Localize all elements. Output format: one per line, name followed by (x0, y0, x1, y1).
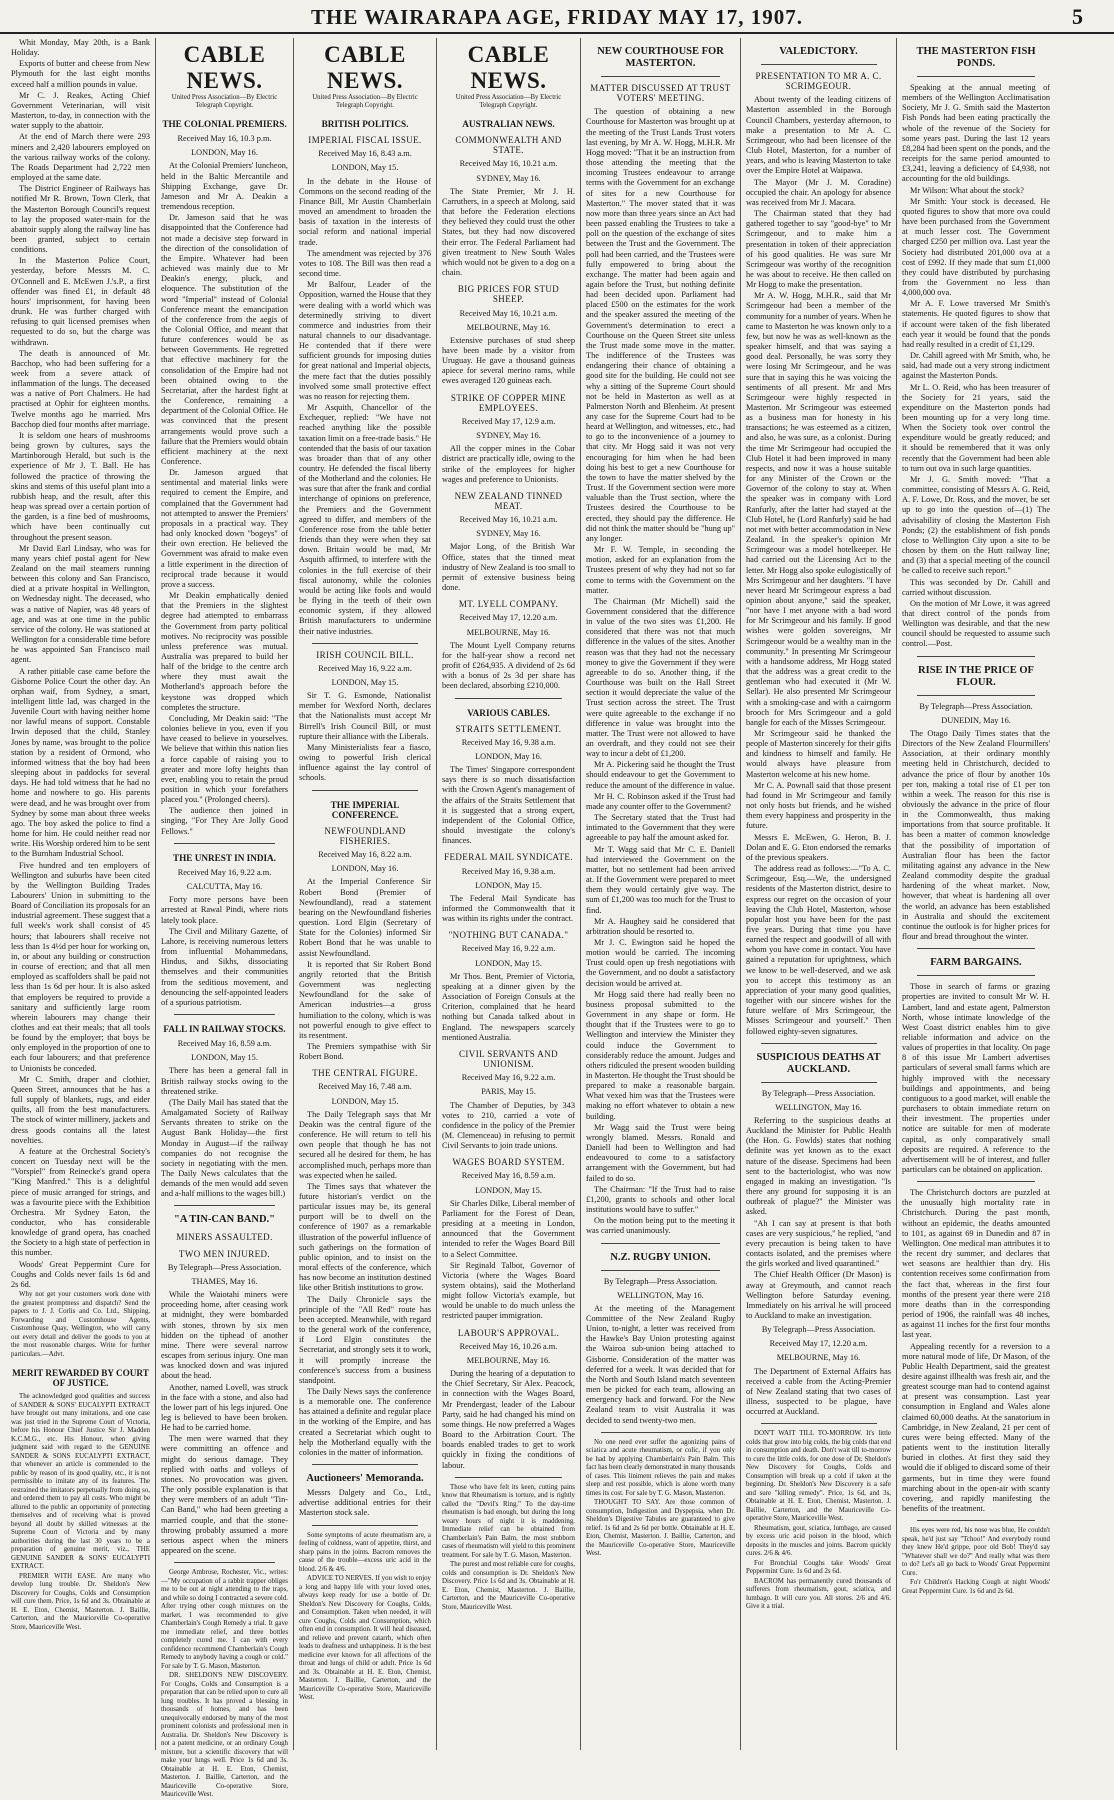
paragraph: Mr Asquith, Chancellor of the Exchequer, replied: "We have not reached anything like the possible taxation limit on a free-trade basis." He contended that the basis of our taxation was broader than that of any other country. He defended the fiscal liberty of the Motherland and the colonies. He was sure that after the frank and cordial interchange of opinions on preference, the Premiers and the Government agreed to differ, and members of the Conference rose from the table better friends than they were when they sat down. Britain would be mad, Mr Asquith affirmed, to interfere with the colonies in the full exercise of their fiscal autonomy, while the colonies would be acting like fools and would be flying in the teeth of their own economic system, if they allowed British manufacturers to undermine their native industries. (299, 403, 431, 636)
newspaper-page (6, 38, 1108, 1799)
dateline: SYDNEY, May 16. (476, 431, 541, 441)
subheading: NEWFOUNDLAND FISHERIES. (324, 825, 406, 846)
paragraph: Dr. Jameson argued that sentimental and material links were required to cement the Empire, and complained that the Government had not attempted to answer the Premiers' proposals in a practical way. They had only knocked down "bogeys" of their own erection. He believed the Government was afraid to make even a little experiment in the direction of reciprocal trade because it would prove a success. (161, 468, 288, 589)
paragraph: Another, named Lovell, was struck in the face with a stone, and also had the lower part of his legs injured. One leg is believed to have been broken. He had to be carried home. (161, 1382, 288, 1433)
received-date: Received May 16, 10.26 a.m. (459, 1341, 558, 1351)
dateline: PARIS, May 15. (481, 1087, 536, 1097)
column-6 (741, 38, 897, 1750)
paragraph: The Chief Health Officer (Dr Mason) is away at Greymouth, and cannot reach Wellington before Saturday evening. Immediately on his arrival he will proceed to Auckland to make an investigation. (746, 1270, 891, 1320)
paragraph: The death is announced of Mr. Bacchop, who had been suffering for a week from a severe attack of inflammation of the lungs. The deceased was a native of Port Chalmers. He had practised at Ophir for eighteen months. Twelve months ago he married. Mrs Bacchop died four months after marriage. (11, 348, 150, 429)
paragraph: Mr A. F. Lowe traversed Mr Smith's statements. He quoted figures to show that if account were taken of the fish liberated each year it would be found that the ponds had really resulted in a credit of £1,129. (902, 299, 1050, 349)
paragraph: The Christchurch doctors are puzzled at the unusually high mortality rate in Christchurch. During the past month, without an epidemic, the deaths amounted to 101, as against 69 in Dunedin and 87 in Wellington. One medical man attributes it to the recent dry summer, and declares that wet seasons are healthier than dry. His contention receives some confirmation from the fact that, whereas in the first four months of the present year there were 218 more deaths than in the corresponding period of 1906, the rainfall was 48 inches, as against 11 inches for the first four months last year. (902, 1188, 1050, 1340)
paragraph: The Chairman: "If the Trust had to raise £1,200, grants to schools and other local institutions would have to suffer." (586, 1184, 735, 1215)
advertisement: Why not get your customers work done with the greatest promptness and dispatch? Send the papers to J. J. Corlis and Co. Ltd., Shipping, Forwarding and Customhouse Agents, Customhouse Quay, Wellington, who will carry out every detail and deliver the goods to you at the most reasonable charges. Write for further particulars.—Advt. (11, 1291, 150, 1358)
section-heading: SUSPICIOUS DEATHS AT AUCKLAND. (756, 1051, 881, 1075)
subheading: MATTER DISCUSSED AT TRUST VOTERS' MEETING. (590, 83, 731, 104)
dateline: LONDON, May 15. (191, 1053, 258, 1063)
section-heading: THE COLONIAL PREMIERS. (162, 119, 287, 129)
subheading: STRIKE OF COPPER MINE EMPLOYEES. (450, 392, 567, 413)
advertisement: His eyes were red, his nose was blue, He couldn't speak, he'd just say "Tchoo!" And everybody round they knew He'd grippe, poor old Bob! They'd say "Whatever shall we do?" And really what was there to do? Let's all go back to Woods' Great Peppermint Cure. (902, 1527, 1050, 1577)
paragraph: Sir T. G. Esmonde, Nationalist member for Wexford North, declares that the Nationalists must accept Mr Birrell's Irish Council Bill, or must rupture their alliance with the Liberals. (299, 691, 431, 741)
paragraph: Speaking at the annual meeting of members of the Wellington Acclimatisation Society, Mr J. G. Smith said the Masterton Fish Ponds had been eating practically the whole of the revenue of the Society for some years past. During the last 12 years £8,284 had been spent on the ponds, and the receipts for the same period amounted to £3,241, leaving a deficiency of £4,938, not accounting for the old buildings. (902, 83, 1050, 184)
paragraph: During the hearing of a deputation to the Chief Secretary, Sir Alex. Peacock, in connection with the Wages Board, Mr Prendergast, leader of the Labour Party, said he had changed his mind on some things. He now preferred a Wages Board to the Arbitration Court. The boards enabled trades to get to work quickly in fixing the conditions of labour. (442, 1369, 575, 1470)
paragraph: The Chamber of Deputies, by 343 votes to 210, carried a vote of confidence in the policy of the Premier (M. Clemenceau) in refusing to permit Civil Servants to join trade unions. (442, 1100, 575, 1151)
section-heading: THE IMPERIAL CONFERENCE. (330, 799, 400, 820)
paragraph: The Daily Chronicle says the principle of the "All Red" route has been accepted. Meanwhile, with regard to the general work of the conference, if Lord Elgin constitutes the Secretariat, and strongly sets it to work, it will promptly increase the conference's success from a business standpoint. (299, 1294, 431, 1385)
paragraph: On the motion of Mr Lowe, it was agreed that direct control of the ponds from Wellington was desirable, and that the new council should be requested to assume such control.—Post. (902, 598, 1050, 649)
paragraph: Mr Thos. Bent, Premier of Victoria, speaking at a dinner given by the Association of Foreign Consuls at the Criterion, complained that he heard nothing but Canada talked about in England. The newspapers scarcely mentioned Australia. (442, 971, 575, 1042)
subheading: IRISH COUNCIL BILL. (316, 649, 414, 660)
paragraph: Whit Monday, May 20th, is a Bank Holiday. (11, 38, 150, 58)
advertisement: BACROM has permanently cured thousands of sufferers from rheumatism, gout, sciatica, and lumbago. It will cure you. All stores. 2/6 and 4/6. Give it a trial. (746, 1577, 891, 1611)
subheading: PRESENTATION TO MR A. C. SCRIMGEOUR. (755, 71, 882, 92)
received-date: Received May 17, 12.20 a.m. (769, 1339, 868, 1349)
paragraph: The District Engineer of Railways has notified Mr R. Brown, Town Clerk, that the Masterton Borough Council's request to lay the proposed water-main for the abattoir supply along the railway line has been granted, subject to certain conditions. (11, 184, 150, 255)
section-heading (586, 46, 735, 70)
paragraph: The address read as follows:—"To A. C. Scrimgeour, Esq.—We, the undersigned residents of the Masterton district, desire to express our regret on the occasion of your leaving the Club Hotel, Masterton, whose popular host you have been for the past five years. During that time you have earned the respect and goodwill of all with whom you have come in contact. You have gained a reputation for uprightness, which we know to be well-deserved, and we ask you to accept this testimony as an appreciation of your many good qualities, together with our sincere wishes for the future welfare of Mrs Scrimgeour, the Misses Scrimgeour and yourself." Then followed eighty-seven signatures. (746, 864, 891, 1036)
paragraph: About twenty of the leading citizens of Masterton assembled in the Borough Council Chambers, yesterday afternoon, to make a presentation to Mr A. C. Scrimgeour, who had been licensee of the Club Hotel, Masterton, for a number of years, and who is leaving Masterton to take over the Empire Hotel at Waipawa. (746, 95, 891, 176)
paragraph: Mr L. O. Reid, who has been treasurer of the Society for 21 years, said the expenditure on the Masterton ponds had been mounting up for a very long time. When the Society took over control the expenditure would be greatly reduced; and it should be remembered that it was only recently that the Government had been able to turn out ova in such large quantities. (902, 382, 1050, 473)
dateline: CALCUTTA, May 16. (186, 882, 263, 892)
divider (917, 695, 1035, 696)
section-heading: THE UNREST IN INDIA. (173, 852, 276, 863)
section-heading: Auctioneers' Memoranda. (306, 1473, 424, 1485)
paragraph: Mr David Earl Lindsay, who was for many years chief postal agent for New Zealand on the mail steamers running between this colony and San Francisco, died at a private hospital in Wellington, on Wednesday night. The deceased, who was a native of Napier, was 48 years of age, and was at one time in the public service of the colony. He was stationed at Wellington for a considerable time before he was appointed San Francisco mail agent. (11, 543, 150, 665)
telegraph-note: By Telegraph—Press Association. (761, 1325, 876, 1335)
masthead-title: THE WAIRARAPA AGE, FRIDAY MAY 17, 1907. (311, 5, 803, 29)
column-3 (294, 38, 437, 1750)
paragraph: Mr C. A. Pownall said that those present had found in Mr Scrimgeour and family not only hosts but friends, and he wished them every happiness and prosperity in the future. (746, 780, 891, 831)
paragraph: It is reported that Sir Robert Bond angrily retorted that the British Government was neglecting Newfoundland for the sake of American industries—a gross humiliation to the colony, which is was not powerful enough to give effect to its resentment. (299, 959, 431, 1040)
paragraph: Those in search of farms or grazing properties are invited to consult Mr W. H. Lambert, land and estate agent, Palmerston North, whose intimate knowledge of the West Coast district enables him to give reliable information and advice on the values of properties in that locality. On page 8 of this issue Mr Lambert advertises particulars of several small farms which are highly improved with the necessary buildings and appointments, and being contiguous to a good market, will enable the purchasers to obtain immediate return on their investment. The properties under notice are suitable for men of moderate capital, as only comparatively small deposits are required. A reference to the advertisement will be of interest, and fuller particulars can be obtained on application. (902, 982, 1050, 1174)
paragraph: At the end of March there were 293 miners and 2,420 labourers employed on the various railway works of the colony. The Roads Department had 2,722 men employed at the same date. (11, 132, 150, 183)
paragraph: Concluding, Mr Deakin said: "The colonies believe in you, even if you have ceased to believe in yourselves. We believe that within this nation lies a force capable of raising you to greater and more lofty heights than ever, enabling you to retain the proud position in which your forefathers placed you." (Prolonged cheers). (161, 713, 288, 805)
paragraph: The Federal Mail Syndicate has informed the Commonwealth that it was within its rights under the contract. (442, 893, 575, 924)
dateline: LONDON, May 16. (475, 751, 542, 761)
paragraph: (The Daily Mail has stated that the Amalgamated Society of Railway Servants threaten to strike on the August Bank Holiday—the first Monday in August—if the railway companies do not recognise the society in negotiating with the men. The Daily News calculates that the demands of the men would add seven and a-half millions to the wages bill.) (161, 1097, 288, 1199)
received-date: Received May 17, 12.9 a.m. (461, 416, 556, 426)
paragraph: Mr Balfour, Leader of the Opposition, warned the House that they were dealing with a world which was determinedly striving to divert commerce and industries from their natural channels to our disadvantage. He contended that if there were sufficient grounds for imposing duties for great national and Imperial objects, the mere fact that the duties possibly involved some small protective effect was no reason for rejecting them. (299, 280, 431, 401)
press-association-note: United Press Association—By Electric Telegraph Copyright. (312, 94, 418, 109)
paragraph: The State Premier, Mr J. H. Carruthers, in a speech at Molong, said that before the Federation elections they believed they could trust the other States, but they had now discovered their error. The Federal Parliament had given treatment to New South Wales which would not be given to a dog on a chain. (442, 186, 575, 278)
divider (917, 656, 1035, 657)
paragraph: The Department of External Affairs has received a cable from the Acting-Premier of New Zealand stating that two cases of illness, suspected to be plague, have occurred at Auckland. (746, 1366, 891, 1417)
column-1 (6, 38, 156, 1750)
divider (917, 1181, 1035, 1182)
paragraph: While the Waiotahi miners were proceeding home, after ceasing work at midnight, they were bombarded with stones, thrown by six men hidden on the tiphead of another mine. There were several narrow escapes from serious injury. One man was knocked down and was injured about the head. (161, 1290, 288, 1381)
divider (761, 1082, 877, 1083)
paragraph: Mr Wagg said the Trust were being wrongly blamed. Messrs. Ronald and Daniell had been to Wellington and had endeavoured to come to a satisfactory arrangement with the Government, but had failed to do so. (586, 1122, 735, 1183)
advertisement: ADVICE TO NERVES. If you wish to enjoy a long and happy life with your loved ones, always keep ready for use a bottle of Dr. Sheldon's New Discovery for Coughs, Colds, and Consumption. Taken when needed, it will cure Coughs, Colds and Consumption, which often end in consumption. It will heal diseased, and relieve and prevent catarrh, which often leads to deafness and unhappiness. It is the best medicine ever known for all affections of the throat and lungs of child or adult. Price 1s 6d and 3s. Obtainable at H. E. Eton, Chemist, Masterton. J. Baillie, Carterton, and the Mauriceville Co-operative Store, Mauriceville West. (299, 1575, 431, 1702)
paragraph: The Daily Telegraph says that Mr Deakin was the central figure of the conference. He will return to tell his own people that though he has not secured all he desired for them, he has accomplished much, perhaps more than was expected when he sailed. (299, 1109, 431, 1180)
paragraph: The Secretary stated that the Trust had intimated to the Government that they were agreeable to pay half the amount asked for. (586, 813, 735, 843)
subheading: COMMONWEALTH AND STATE. (455, 135, 562, 156)
paragraph: The Civil and Military Gazette, of Lahore, is receiving numerous letters from influential Mohammedans, Hindus, and Sikhs, dissociating themselves and their communities from the seditious movement, and denouncing the self-appointed leaders of a spurious patriotism. (161, 926, 288, 1007)
advertisement: No one need ever suffer the agonizing pains of sciatica and acute rheumatism, or colic, if you only be had by applying Chamberlain's Pain Balm. This fact has been clearly demonstrated in many thousands of cases. This liniment relieves the pain and makes sleep and rest possible, which is alone worth many times its cost. For sale by T. G. Mason, Masterton. (586, 1438, 735, 1497)
paragraph: It is seldom one hears of mushrooms being grown by cultures, says the Martinborough Herald, but such is the experience of Mr J. T. Ball. He has followed the practice of throwing the skins and stems of this useful plant into a rubbish heap, and the result, after this heap was spread over a certain portion of the garden, is a fine bed of mushrooms, which have been continually cut throughout the present season. (11, 430, 150, 542)
subheading: NEW ZEALAND TINNED MEAT. (454, 490, 563, 511)
paragraph: Extensive purchases of stud sheep have been made by a visitor from Uruguay. He gave a thousand guineas apiece for several merino rams, while ewes averaged 120 guineas each. (442, 335, 575, 386)
divider (601, 76, 720, 77)
telegraph-note: By Telegraph—Press Association. (919, 701, 1033, 711)
paragraph: In the Masterton Police Court, yesterday, before Messrs M. C. O'Connell and E. McEwen J.'s.P., a first offender was fined £1, in default 48 hours' imprisonment, for having been drunk. He was further charged with refusing to quit licensed premises when requested to do so, but the charge was withdrawn. (11, 256, 150, 347)
received-date: Received May 16, 9.22 a.m. (461, 1073, 556, 1083)
dateline: MELBOURNE, May 16. (466, 322, 551, 332)
dateline: LONDON, May 15. (331, 677, 399, 687)
subheading: TWO MEN INJURED. (178, 1248, 271, 1259)
subheading: "NOTHING BUT CANADA." (448, 930, 569, 941)
received-date: Received May 16, 10.21 a.m. (459, 159, 558, 169)
subheading: FEDERAL MAIL SYNDICATE. (444, 852, 573, 863)
subheading: WAGES BOARD SYSTEM. (452, 1157, 565, 1168)
paragraph: Five hundred and ten employers of Wellington and suburbs have been cited by the Wellington Building Trades Labourers' Union in submitting to the Board of Conciliation its proposals for an industrial agreement. These suggest that a full week's work shall consist of 45 hours; that labourers shall receive not less than 1s 4½d per hour for working on, in, or about any building or construction in course of erection; and that all men employed as scaffolders shall be paid not less than 1s 6d per hour. It is also asked that employers be required to provide a sanitary and sufficiently large room wherein labourers may change their clothes and eat their meals; that all tools be found by the employer; that boys be only employed in the proportion of one to each four labourers; and that preference to Unionists be conceded. (11, 860, 151, 1073)
dateline: MELBOURNE, May 16. (466, 1355, 551, 1365)
paragraph: Mr Scrimgeour said he thanked the people of Masterton sincerely for their gifts and kindness to himself and family. He would always have pleasure from Masterton welcome at his new home. (746, 729, 891, 779)
paragraph: All the copper mines in the Cobar district are practically idle, owing to the strike of the employees for higher wages and preference to Unionists. (442, 444, 575, 484)
dateline: MELBOURNE, May 16. (776, 1353, 861, 1363)
divider (761, 1043, 877, 1044)
received-date: Received May 16, 7.48 a.m. (318, 1082, 412, 1092)
dateline: LONDON, May 16. (331, 864, 399, 874)
telegraph-note: By Telegraph—Press Association. (761, 1088, 876, 1098)
paragraph: Many Ministerialists fear a fiasco, owing to powerful Irish clerical influence against the lay control of schools. (299, 742, 431, 783)
paragraph: Mr F. W. Temple, in seconding the motion, asked for an explanation from the Trustees present of why they had not so far come to terms with the Government on the matter. (586, 545, 735, 595)
advertisement: Rheumatism, gout, sciatica, lumbago, are caused by excess uric acid poison in the blood, which deposits in the muscles and joints. Bacrom quickly cures. 2/6 & 4/6. (746, 1524, 891, 1558)
received-date: Received May 17, 12.20 a.m. (459, 613, 558, 623)
dateline: LONDON, May 15. (475, 958, 542, 968)
section-heading: RISE IN THE PRICE OF FLOUR. (918, 664, 1034, 688)
divider (761, 1423, 877, 1424)
paragraph: Mr C. Smith, draper and clothier, Queen Street, announces that he has a full supply of blankets, rugs, and eider quilts, all from the best manufacturers. The stock of winter millinery, jackets and dress goods contains all the latest novelties. (11, 1074, 150, 1145)
received-date: Received May 16, 10.3 p.m. (177, 134, 272, 144)
dateline: WELLINGTON, May 16. (775, 1102, 862, 1112)
divider (917, 76, 1035, 77)
paragraph: A rather pitiable case came before the Gisborne Police Court the other day. An orphan waif, from Sydney, a smart, intelligent little lad, was charged in the Juvenile Court with having neither home nor lawful means of support. Constable Irwin deposed that the child, Stanley Jones by name, was brought to the police station by a resident of Ormond, who informed witness that the boy had been sleeping about in paddocks for several days. He had told witness that he had no home and nowhere to go. His parents were dead, and he was brought over from Sydney by some man about three weeks ago. The boy asked the police to find a home for him. He could neither read nor write. His Worship ordered him to be sent to the Burnham Industrial School. (11, 666, 150, 859)
received-date: Received May 16, 8.43 a.m. (318, 149, 412, 159)
paragraph: There has been a general fall in British railway stocks owing to the threatened strike. (161, 1066, 288, 1096)
paragraph: Mr C. J. Reakes, Acting Chief Government Veterinarian, will visit Masterton, to-day, in connection with the water supply to the abattoir. (11, 90, 150, 131)
divider (917, 1520, 1035, 1521)
paragraph: On the motion being put to the meeting it was carried unanimously. (586, 1216, 735, 1236)
paragraph: Referring to the suspicious deaths at Auckland the Minister for Public Health (the Hon. G. Fowlds) states that nothing definite was yet known as to the exact nature of the disease. Specimens had been sent to the bacteriologist, who was now engaged in making an investigation. "Is there any ground for supposing it is an outbreak of plague?" the Minister was asked. (746, 1116, 891, 1217)
paragraph: Mr Hogg said there had really been no business proposal submitted to the Government in any shape or form. He thought that if the Trustees were to go to Wellington and interview the Minister they could induce the Government to considerably reduce the amount. Judges and others ridiculed the present wooden building in Masterton. He thought the Trust should be prepared to make a reasonable bargain. What vexed him was that the Trustees were making no effort whatever to obtain a new building. (586, 989, 735, 1121)
paragraph: Dr. Jameson said that he was disappointed that the Conference had not made a decisive step forward in the direction of the consolidation of the Empire. Whatever had been achieved was mainly due to Mr Deakin's energy, pluck, and eloquence. The substitution of the word "Imperial" instead of Colonial Conference meant the emancipation of the conference from the aegis of the Colonial Office, and meant that future conferences would be as between Governments. He regretted that effective machinery for the consolidation of the Empire had not been obtained owing to the Secretariat, after the hardest fight at the Conference, remaining a department of the Colonial Office. He was convinced that the present arrangements would prove such a failure that the Premiers would obtain efficient machinery at the next Conference. (161, 213, 288, 466)
paragraph: The Times says that whatever the future historian's verdict on the particular issues may be, its general purport will be to dwell on the conference of 1907 as a remarkable illustration of the powerful influence of such gatherings on the formation of public opinion, and to insist on the moral effects of the conference, which has now become an institution destined like other British institutions to grow. (299, 1181, 431, 1293)
divider (174, 1014, 276, 1015)
paragraph: Forty more persons have been arrested at Rawal Pindi, where riots lately took place. (161, 895, 288, 925)
advertisement: THOUGHT TO SAY. Are those common of consumption, Indigestion and Dyspepsia, when Dr. Sheldon's Digestive Tabules are guaranteed to give relief. 1s 6d and 2s 6d per bottle. Obtainable at H. E. Eton, Chemist, Masterton. J. Baillie, Carterton, and the Mauriceville Co-operative Store, Mauriceville West. (586, 1499, 735, 1558)
dateline: WELLINGTON, May 16. (617, 1290, 704, 1300)
received-date: Received May 16, 10.21 a.m. (459, 308, 558, 318)
paragraph: Mr A. W. Hogg, M.H.R., said that Mr Scrimgeour had been a member of the community for a number of years. When he came to Masterton he was known only to a few, but now he was as well-known as the speaker himself, and that was saying a good deal. Personally, he was sorry they were losing Mr Scrimgeour, and he was sure that in saying this he was voicing the sentiments of all present. Mr and Mrs Scrimgeour were highly respected in Masterton. Mr Scrimgeour was esteemed as a business man for honesty in his transactions; he was esteemed as a citizen, and also, he was sure, as a colonist. During the time Mr Scrimgeour had occupied the Club Hotel it had been improved in many respects, and now it was a house suitable for any Minister of the Crown or the Governor of the colony to stay at. When the speaker was in company with Lord Ranfurly, after the latter had stayed at the Club Hotel, he (Lord Ranfurly) said he had not met with better accommodation in New Zealand. In the speaker's opinion Mr Scrimgeour was a model hotelkeeper. He had carried out the Licensing Act to the letter. Mr Hogg also spoke eulogistically of Mrs Scrimgeour and her daughters. "I have never heard Mr Scrimgeour express a bad opinion about anyone," said the speaker, "nor have I met anyone with a bad word for Mr Scrimgeour and his family. If good wishes were golden sovereigns, Mr Scrimgeour would be a wealthy man in the community." In presenting Mr Scrimgeour with a handsome address, Mr Hogg stated that the address was a great credit to the gentleman who had executed it (Mr W. Sellar). He also presented Mr Scrimgeour with a smoking-case and with a cairngorm brooch for Mrs Scrimgeour and a gold bangle for each of the Misses Scrimgeour. (746, 291, 891, 727)
paragraph: The amendment was rejected by 376 votes to 108. The Bill was then read a second time. (299, 248, 431, 279)
heading-line: MASTERTON. (625, 58, 696, 69)
masthead (0, 0, 1114, 34)
received-date: Received May 16, 9.22 a.m. (318, 663, 412, 673)
divider (174, 1562, 276, 1563)
section-heading: FALL IN RAILWAY STOCKS. (163, 1023, 286, 1034)
advertisement: Some symptoms of acute rheumatism are, a feeling of coldness, want of appetite, thirst, and sharp pains in the joints. Bacrom removes the cause of the trouble—excess uric acid in the blood. 2/6 & 4/6. (299, 1531, 431, 1573)
received-date: Received May 16, 10.21 a.m. (459, 515, 558, 525)
divider (455, 1477, 561, 1478)
divider (601, 1270, 720, 1271)
paragraph: A feature at the Orchestral Society's concert on Tuesday next will be the "Vorspiel" from Reinecke's grand opera "King Manfred." This is a delightful piece of music arranged for strings, and was a favourite piece with the Exhibition Orchestra. Mr Sydney Eaton, the conductor, who has considerable knowledge of grand opera, has coached the Society to a high state of perfection in this number. (11, 1146, 150, 1258)
paragraph: "Ah I can say at present is that both cases are very suspicious," he replied, "and every precaution is being taken to have contacts isolated, and the premises where the girls worked and lived quarantined." (746, 1218, 891, 1269)
dateline: SYDNEY, May 16. (476, 529, 541, 539)
heading-line: NEW COURTHOUSE FOR (597, 46, 724, 57)
advertisement: Fo'r Children's Hacking Cough at night Woods' Great Peppermint Cure. 1s 6d and 2s 6d. (902, 1579, 1050, 1595)
subheading: LABOUR'S APPROVAL. (457, 1327, 560, 1338)
dateline: LONDON, May 15. (331, 163, 399, 173)
column-5 (581, 38, 741, 1750)
column-7 (897, 38, 1055, 1750)
paragraph: Messrs Dalgety and Co., Ltd., advertise additional entries for their Masterton stock sale. (299, 1488, 431, 1518)
subheading: CIVIL SERVANTS AND UNIONISM. (459, 1048, 558, 1070)
paragraph: This was seconded by Dr. Cahill and carried without discussion. (902, 577, 1050, 597)
section-heading: BRITISH POLITICS. (321, 119, 409, 129)
paragraph: At the Imperial Conference Sir Robert Bond (Premier of Newfoundland), read a statement bearing on the Newfoundland fisheries question. Lord Elgin (Secretary of State for the Colonies) informed Sir Robert Bond that he was unable to assist Newfoundland. (299, 877, 431, 958)
divider (917, 975, 1035, 976)
section-heading: VARIOUS CABLES. (467, 707, 550, 718)
paragraph: Woods' Great Peppermint Cure for Coughs and Colds never fails 1s 6d and 2s 6d. (11, 1259, 150, 1289)
paragraph: Mr Wilson: What about the stock? (910, 185, 1024, 195)
paragraph: Major Long, of the British War Office, states that the tinned meat industry of New Zealand is too small to permit of extensive business being done. (442, 542, 575, 593)
subheading: STRAITS SETTLEMENT. (455, 723, 562, 734)
advertisement: For Bronchial Coughs take Woods' Great Peppermint Cure. 1s 6d and 2s 6d. (746, 1559, 891, 1576)
column-4 (437, 38, 581, 1750)
paragraph: The question of obtaining a new Courthouse for Masterton was brought up at the meeting of the Trust Lands Trust voters last evening, by Mr A. W. Hogg, M.H.R. Mr Hogg moved: "That it be an instruction from those attending the meeting that the incoming Trustees endeavour to arrange terms with the Government for an exchange of sites for a new Courthouse for Masterton." The mover stated that it was now more than three years since an Act had been passed enabling the Trustees to take a poll on the question of the exchange of sites between the Trust and the Government. The poll had been carried, and the Trustees were fully empowered to bring about the exchange. The matter had been again and again before the Trust, but nothing definite had been decided upon. Parliament had placed £500 on the estimates for the work and the speaker assured the meeting of the Government's determination to erect a Courthouse on the Queen Street site unless the Trust made some move in the matter. The indifference of the Trustees was endangering their chance of obtaining a good site for the building. He could not see why a sitting of the Supreme Court should not be held in Masterton as well as at Palmerston North and Blenheim. At present any case for the Supreme Court had to be heard at Wellington, and witnesses, etc., had to go to the inconvenience of a journey to that city. Mr Hogg said it was not very encouraging for him when he had been doing his best to get a new Courthouse for the town to have the matter shelved by the Trust. If the Government section were more valuable than the Trust section, where the Trustees desired the Courthouse to be erected, they should pay the difference. He did not think the matter should be "hung up" any longer. (586, 107, 735, 543)
paragraph: The men were warned that they were committing an offence and might do serious damage. They replied with oaths and volleys of stones. No provocation was given. The only possible explanation is that they were members of an adult "Tin-Can Band," who had been greeting a married couple, and that the stone-throwing probably assumed a more serious aspect when the miners appeared on the scene. (161, 1434, 288, 1555)
subheading: MINERS ASSAULTED. (176, 1232, 273, 1243)
paragraph: The Chairman stated that they had gathered together to say "good-bye" to Mr Scrimgeour, and to make him a presentation in token of their appreciation of his good qualities. He was sure Mr Scrimgeour was worthy of the recognition he was about to receive. He then called on Mr Hogg to make the presentation. (746, 209, 891, 290)
press-association-note: United Press Association—By Electric Telegraph Copyright. (455, 94, 562, 109)
divider (761, 64, 877, 65)
divider (312, 790, 418, 791)
divider (601, 1243, 720, 1244)
subheading: BIG PRICES FOR STUD SHEEP. (457, 284, 560, 305)
paragraph: At the meeting of the Management Committee of the New Zealand Rugby Union, to-night, a letter was received from the Hawke's Bay Union protesting against the Wairoa sub-union being attached to Gisborne. Consideration of the matter was deferred for a week. It was decided that for the North and South Island match seventeen men be picked for each team, allowing an emergency back and forward. For the New Zealand team to visit Australia it was decided to send twenty-two men. (586, 1303, 735, 1425)
paragraph: Sir Reginald Talbot, Governor of Victoria (where the Wages Board system obtains), said the Motherland might follow Victoria's example, but would be unable to do much unless the restricted pauper immigration. (442, 1260, 575, 1321)
divider (455, 698, 561, 699)
dateline: MELBOURNE, May 16. (466, 627, 551, 637)
telegraph-note: By Telegraph—Press Association. (167, 1262, 282, 1272)
dateline: LONDON, May 15. (475, 1185, 542, 1195)
paragraph: The Mayor (Mr J. M. Coradine) occupied the chair. An apology for absence was received from Mr J. Macara. (746, 177, 891, 207)
subheading: MT. LYELL COMPANY. (458, 599, 559, 610)
section-heading: VALEDICTORY. (779, 46, 858, 57)
subheading: THE CENTRAL FIGURE. (312, 1068, 418, 1079)
page-number: 5 (1072, 4, 1084, 29)
advertisement: DR. SHELDON'S NEW DISCOVERY. For Coughs, Colds and Consumption is a preparation that can be relied upon to cure all lung troubles. It has proved a blessing in thousands of homes, and has been unequivocally endorsed by many of the most prominent colonists and professional men in Australia. Dr. Sheldon's New Discovery is not a patent medicine, or an ordinary Cough mixture, but a scientific discovery that will make your lungs well. Price 1s 6d and 3s. Obtainable at H. E. Eton, Chemist, Masterton. J. Baillie, Carterton, and the Mauriceville Co-operative Store, Mauriceville West. (161, 1672, 288, 1799)
section-heading: THE MASTERTON FISH PONDS. (916, 46, 1036, 69)
press-association-note: United Press Association—By Electric Telegraph Copyright. (171, 94, 278, 109)
paragraph: In the debate in the House of Commons on the second reading of the Finance Bill, Mr Austin Chamberlain moved an amendment to broaden the basis of taxation in the interests of social reform and national imperial trade. (299, 176, 431, 247)
paragraph: Mr Deakin emphatically denied that the Premiers in the slightest degree had attempted to embarrass the Government from party political motives. No reciprocity was possible unless preference was mutual. Australia was prepared to build her half of the bridge to the centre arch where they must await the Motherland's approach before the keystone was dropped which completes the structure. (161, 591, 288, 712)
divider (312, 1525, 418, 1526)
dateline: LONDON, May 15. (475, 880, 542, 890)
received-date: Received May 16, 9.22 a.m. (461, 944, 556, 954)
dateline: DUNEDIN, May 16. (941, 715, 1011, 725)
paragraph: The Chairman (Mr Michell) said the Government considered that the difference in value of the two sites was £1,200. He considered that there was not that much difference in the values of the sites. Another reason was that they had not the necessary money to give the Government if they were agreeable to do so. Another thing, if the Courthouse was built on the Hall Street section it would depreciate the value of the Trust section across the street. The Trust were quite agreeable to the exchange if no difference in value was brought into the matter. The Trust were not allowed to have an overdraft, and they could not see their way to incur a debt of £1,200. (586, 596, 735, 759)
divider (312, 1464, 418, 1465)
dateline: LONDON, May 15. (331, 1096, 399, 1106)
paragraph: The Otago Daily Times states that the Directors of the New Zealand Flourmillers' Association, at their ordinary monthly meeting held in Christchurch, decided to advance the price of flour by another 10s per ton, making a total rise of £1 per ton within a week. The reason for this rise is obviously the advance in the price of flour in the Commonwealth, thus making importations from that source profitable. It has been a matter of common knowledge that the possibility of importation of Australian flour has been the factor militating against any advance in the New Zealand commodity despite the gradual hardening of the wheat market. Now, however, that wheat is hardening all over the world, an advance has been established in Australia and should the excitement continue the outlook is for higher prices for flour and bread throughout the winter. (902, 728, 1050, 942)
section-heading: N.Z. RUGBY UNION. (610, 1251, 711, 1263)
dateline: LONDON, May 16. (191, 148, 258, 158)
telegraph-note: By Telegraph—Press Association. (603, 1276, 718, 1286)
cable-news-masthead: CABLE NEWS. (183, 42, 266, 93)
advertisement: George Ambrose, Rochester, Vic., writes:—"My occupation of a rabbit trapper obliges me to be out at night attending to the traps, and while so doing I contracted a severe cold. After trying other cough mixtures on the market, I was recommended to give Chamberlain's Cough Remedy a trial. It gave me immediate relief, and three bottles completely cured me. I can with every confidence recommend Chamberlain's Cough Remedy to anybody having a cough or cold." For sale by T. G. Mason, Masterton. (161, 1569, 288, 1670)
received-date: Received May 16, 8.22 a.m. (318, 850, 412, 860)
paragraph: The Daily News says the conference is a memorable one. The conference has attained a definite and regular place in the working of the Empire, and has created a Secretariat which ought to help the Motherland equally with the colonies in the matter of information. (299, 1386, 431, 1457)
dateline: THAMES, May 16. (191, 1276, 258, 1286)
section-heading: AUSTRALIAN NEWS. (462, 119, 555, 129)
divider (174, 843, 276, 844)
paragraph: Sir Charles Dilke, Liberal member of Parliament for the Forest of Dean, presiding at a meeting in London, announced that the Government intended to refer the Wages Board Bill to a Select Committee. (442, 1198, 575, 1259)
paragraph: Mr H. C. Robinson asked if the Trust had made any counter offer to the Government? (586, 791, 735, 811)
received-date: Received May 16, 9.22 a.m. (177, 867, 272, 877)
advertisement: DON'T WAIT TILL TO-MORROW. It's little colds that grow into big colds, the big colds that end in consumption and death. Don't wait till to-morrow to cure the little colds, for one dose of Dr. Sheldon's New Discovery for Coughs, Colds and Consumption will break up a cold if taken at the beginning. Dr. Sheldon's New Discovery is a safe and sure "killing remedy". Price, 1s 6d, and 3s, Obtainable at H. E. Eton, Chemist, Masterton. J. Baillie, Carterton, and the Mauriceville Co-operative Store, Mauriceville West. (746, 1430, 891, 1523)
section-heading: "A TIN-CAN BAND." (173, 1214, 276, 1226)
cable-news-masthead: CABLE NEWS. (324, 42, 406, 93)
paragraph: The Times' Singapore correspondent says there is so much dissatisfaction with the Crown Agent's management of the affairs of the Straits Settlement that it is suggested that a strong expert, independent of the Colonial Office, should investigate the colony's finances. (442, 765, 575, 846)
paragraph: The Premiers sympathise with Sir Robert Bond. (299, 1041, 431, 1062)
cable-news-masthead: CABLE NEWS. (467, 42, 550, 93)
paragraph: Mr T. Wagg said that Mr C. E. Daniell had interviewed the Government on the matter, but no settlement had been arrived at. If the Government were prepared to meet them they would certainly give way. The sum of £1,200 was too much for the Trust to find. (586, 844, 735, 915)
subheading: IMPERIAL FISCAL ISSUE. (308, 135, 422, 146)
advertisement: Those who have felt its keen, cutting pains know that Rheumatism is torture, and is rightly called the "Devil's Ring." To the day-time rheumatism is bad enough, but during the long weary hours of night it is maddening. Immediate relief can be obtained from Chamberlain's Pain Balm, the most stubborn cases of rheumatism will yield to this prominent treatment. For sale by T. G. Mason, Masterton. (442, 1483, 576, 1559)
divider (601, 1432, 720, 1433)
paragraph: Mr A. Pickering said he thought the Trust should endeavour to get the Government to reduce the amount of the difference in value. (586, 760, 735, 790)
paragraph: Mr A. Haughey said he considered that arbitration should be resorted to. (586, 916, 735, 936)
advertisement: The acknowledged good qualities and success of SANDER & SONS' EUCALYPTI EXTRACT have brought out many imitations, and one case was just tried in the Supreme Court of Victoria, before his Honour Chief Justice Sir J. Madden K.C.M.G., etc. His Honour, when giving judgment said with regard to the GENUINE SANDER & SONS EUCALYPTI EXTRACT, that whenever an article is commended to the public by reason of its good quality, etc., it is not permissible to imitate any of its features. The restrained the imitators perpetually from doing so, and ordered them to pay all costs. Who might be allured to the public an opportunity of protecting themselves and of receiving what is proved beyond all doubt by skilled witnesses at the Supreme Court of Victoria and by many authorities during the last 30 years to be a preparation of genuine merit, viz., THE GENUINE SANDER & SONS' EUCALYPTI EXTRACT. (11, 1393, 150, 1571)
received-date: Received May 16, 9.38 a.m. (461, 866, 556, 876)
paragraph: Messrs E. McEwen, G. Heron, B. J. Dolan and E. G. Eton endorsed the remarks of the previous speakers. (746, 832, 891, 862)
dateline: SYDNEY, May 16. (476, 173, 541, 183)
column-2 (156, 38, 294, 1799)
advertisement: The purest and most reliable cure for coughs, colds and consumption is Dr. Sheldon's New Discovery. Price 1s 6d and 3s. Obtainable at H. E. Eton, Chemist, Masterton. J. Baillie, Carterton, and the Mauriceville Co-operative Store, Mauriceville West. (442, 1561, 575, 1611)
section-heading: FARM BARGAINS. (930, 957, 1022, 969)
received-date: Received May 16, 8.59 a.m. (461, 1171, 556, 1181)
paragraph: Dr. Cahill agreed with Mr Smith, who, he said, had made out a very strong indictment against the Masterton Ponds. (902, 351, 1050, 381)
divider (174, 1205, 276, 1206)
divider (917, 948, 1035, 949)
received-date: Received May 16, 9.38 a.m. (461, 737, 556, 747)
paragraph: The Mount Lyell Company returns for the half-year show a record net profit of £264,935. A dividend of 2s 6d with a bonus of 2s 3d per share has been declared, absorbing £210,000. (442, 640, 575, 691)
paragraph: The audience then joined in singing, "For They Are Jolly Good Fellows." (161, 806, 288, 836)
paragraph: Mr Smith: Your stock is deceased. He quoted figures to show that more ova could have been purchased from the Government at much lesser cost. The Government charged £250 per million ova. Last year the Society had distributed 201,000 ova at a cost of £992. If they made that sum £1,000 they could have distributed by purchasing from the Government no less than 4,000,000 ova. (902, 196, 1050, 298)
paragraph: Appealing recently for a reversion to a more natural mode of life, Dr Mason, of the Public Health Department, said the greatest desire against illhealth was fresh air, and the greatest scourge man had to contend against at present was consumption. Last year consumption in England and Wales alone claimed 60,000 deaths. At the sanatorium in Cambridge, in New Zealand, 21 per cent of cures were being effected. Many of the patients went to the institution literally buried in clothes. At first they said they would die if obliged to discard some of their garments, but in time they were found marching about in the open-air with scanty covering, and rapidly manifesting the benefits of the treatment. (902, 1341, 1050, 1513)
paragraph: Mr J. C. Ewington said he hoped the motion would be carried. The incoming Trust could open up fresh negotiations with the Government, and no doubt a satisfactory decision would be arrived at. (586, 937, 735, 988)
divider (312, 643, 418, 644)
paragraph: At the Colonial Premiers' luncheon, held in the Baltic Mercantile and Shipping Exchange, gave Dr. Jameson and Mr A. Deakin a tremendous reception. (161, 161, 288, 212)
paragraph: Exports of butter and cheese from New Plymouth for the last eight months exceed half a million pounds in value. (11, 59, 150, 89)
advertisement: PREMIER WITH EASE. Are many who develop lung trouble. Dr. Sheldon's New Discovery for Coughs, Colds and Consumption will cure them. Price, 1s 6d and 3s. Obtainable at H. E. Eton, Chemist, Masterton. J. Baillie, Carterton, and the Mauriceville Co-operative Store, Mauriceville West. (11, 1572, 150, 1631)
received-date: Received May 16, 8.59 a.m. (177, 1039, 272, 1049)
section-heading: MERIT REWARDED BY COURT OF JUSTICE. (12, 1368, 149, 1389)
paragraph: Mr J. G. Smith moved: "That a committee, consisting of Messrs A. G. Reid, A. F. Lowe, Dr. Ross, and the mover, be set up to go into the question of—(1) The advisability of closing the Masterton Fish Ponds; (2) the establishment of fish ponds close to Wellington City upon a site to be chosen by them on the Hutt railway line; and (3) that a special meeting of the council be called to receive such report." (902, 474, 1050, 576)
